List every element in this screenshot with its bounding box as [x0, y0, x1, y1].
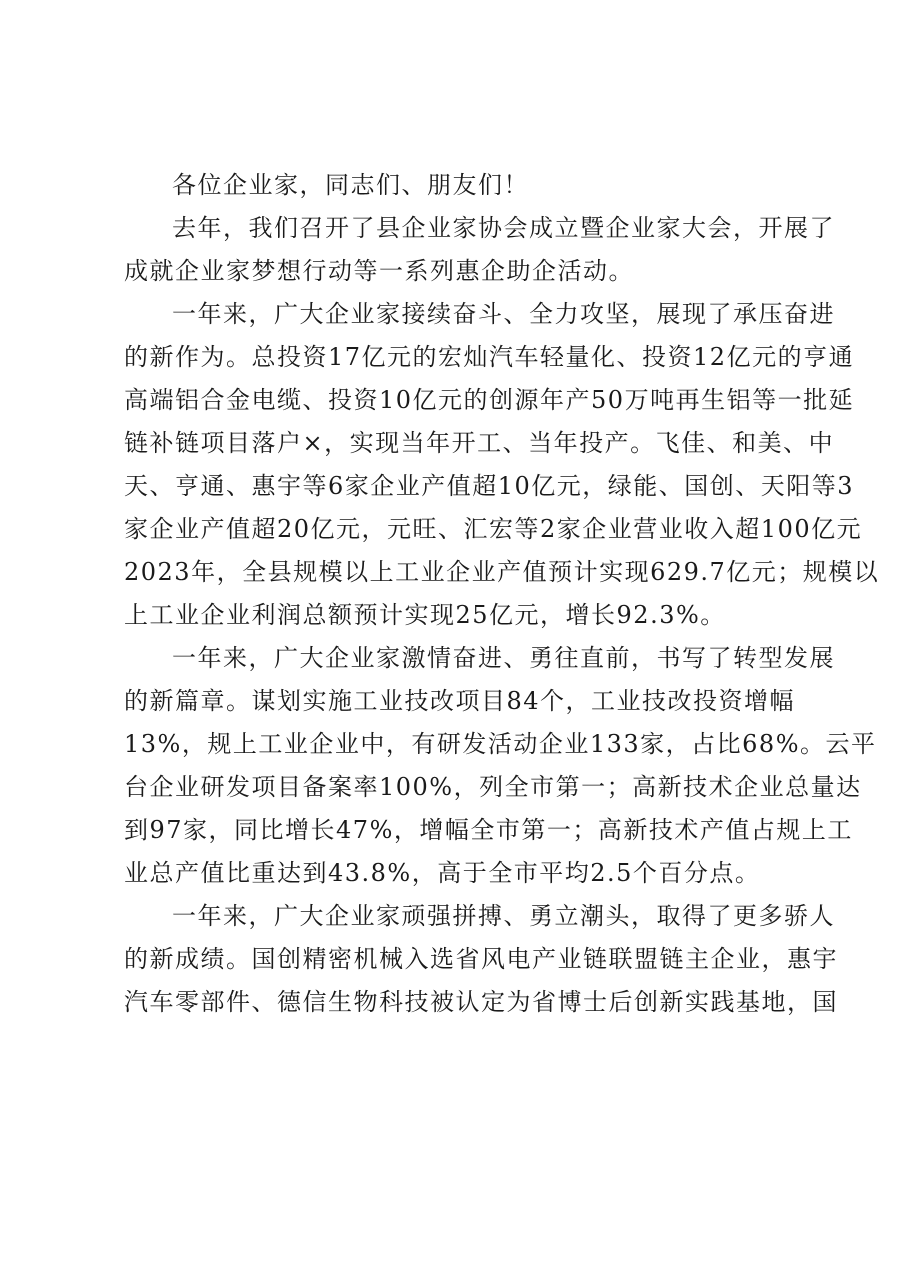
paragraph-2-line-2: 的新作为。总投资17亿元的宏灿汽车轻量化、投资12亿元的亨通 — [124, 343, 855, 371]
paragraph-2-line-3: 高端铝合金电缆、投资10亿元的创源年产50万吨再生铝等一批延 — [124, 386, 855, 414]
paragraph-2-line-5: 天、亨通、惠宇等6家企业产值超10亿元，绿能、国创、天阳等3 — [124, 472, 855, 500]
greeting-line: 各位企业家，同志们、朋友们！ — [172, 171, 529, 199]
paragraph-3-line-4: 台企业研发项目备案率100%，列全市第一；高新技术企业总量达 — [124, 773, 862, 801]
paragraph-3-line-3: 13%，规上工业企业中，有研发活动企业133家，占比68%。云平 — [124, 730, 877, 758]
paragraph-3-line-2: 的新篇章。谋划实施工业技改项目84个，工业技改投资增幅 — [124, 687, 796, 715]
paragraph-3-line-1: 一年来，广大企业家激情奋进、勇往直前，书写了转型发展 — [172, 644, 835, 672]
paragraph-1-line-2: 成就企业家梦想行动等一系列惠企助企活动。 — [124, 257, 634, 285]
paragraph-2-line-4: 链补链项目落户×，实现当年开工、当年投产。飞佳、和美、中 — [124, 429, 835, 457]
paragraph-1-line-1: 去年，我们召开了县企业家协会成立暨企业家大会，开展了 — [172, 214, 835, 242]
paragraph-2-line-1: 一年来，广大企业家接续奋斗、全力攻坚，展现了承压奋进 — [172, 300, 835, 328]
paragraph-2-line-6: 家企业产值超20亿元，元旺、汇宏等2家企业营业收入超100亿元 — [124, 515, 863, 543]
paragraph-2-line-8: 上工业企业利润总额预计实现25亿元，增长92.3%。 — [124, 601, 726, 629]
paragraph-3-line-5: 到97家，同比增长47%，增幅全市第一；高新技术产值占规上工 — [124, 816, 853, 844]
paragraph-4-line-1: 一年来，广大企业家顽强拼搏、勇立潮头，取得了更多骄人 — [172, 902, 835, 930]
paragraph-3-line-6: 业总产值比重达到43.8%，高于全市平均2.5个百分点。 — [124, 859, 761, 887]
paragraph-2-line-7: 2023年，全县规模以上工业企业产值预计实现629.7亿元；规模以 — [124, 558, 880, 586]
paragraph-4-line-2: 的新成绩。国创精密机械入选省风电产业链联盟链主企业，惠宇 — [124, 945, 838, 973]
paragraph-4-line-3: 汽车零部件、德信生物科技被认定为省博士后创新实践基地，国 — [124, 988, 838, 1016]
document-body — [124, 164, 880, 1024]
